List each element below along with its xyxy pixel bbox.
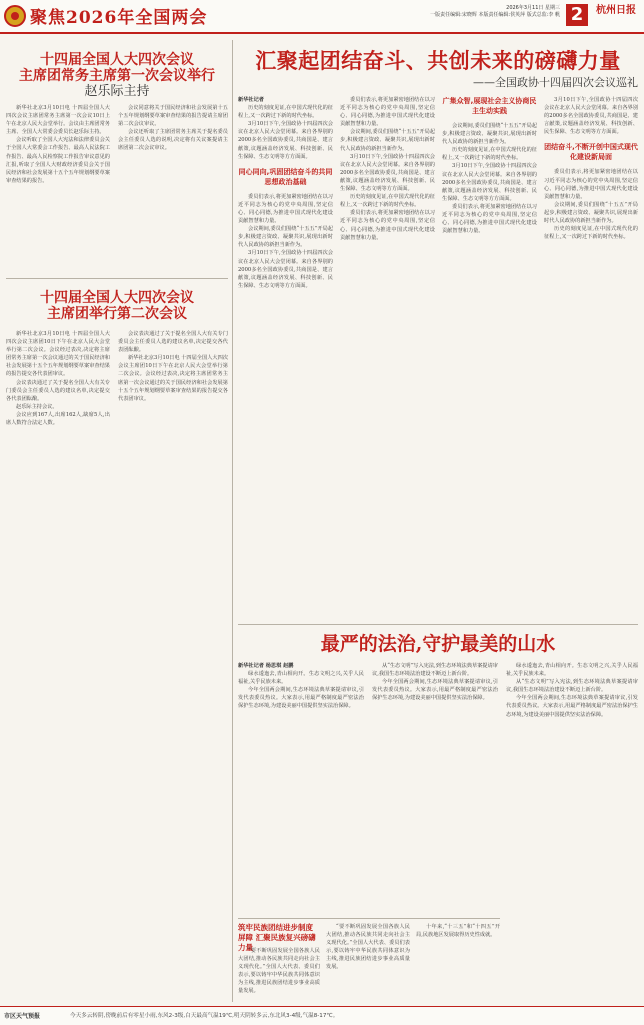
left-article-1-title-2: 主席团常务主席第一次会议举行 [19,68,215,84]
paragraph: 3月10日下午,全国政协十四届四次会议在北京人民大会堂闭幕。来自各界别的2000多名全国政协委员,共商国是、建言献策,议题涵盖经济发展、科技创新、民生保障、生态文明等方方面面。 [442,163,537,202]
sidebar-col-3 [416,923,500,1001]
divider [238,624,638,625]
sidebar-box [238,918,500,1003]
paragraph: 3月10日下午,全国政协十四届四次会议在北京人民大会堂闭幕。来自各界别的2000多名全国政协委员,共商国是、建言献策,议题涵盖经济发展、科技创新、民生保障、生态文明等方方面面。 [238,121,333,160]
edition-meta [390,5,560,19]
left-article-2-col-a [6,330,110,1002]
paragraph: 委员们表示,将更加紧密地团结在以习近平同志为核心的党中央周围,坚定信心、同心同德,为推进中国式现代化建设贡献智慧和力量。 [238,193,333,225]
main-article-col-2 [340,96,435,616]
paragraph: 会议期间,委员们围绕“十五五”开局起步,积极建言资政、凝聚共识,展现出新时代人民政协的新担当新作为。 [238,226,333,249]
paragraph: 3月10日下午,全国政协十四届四次会议在北京人民大会堂闭幕。来自各界别的2000多名全国政协委员,共商国是、建言献策,议题涵盖经济发展、科技创新、民生保障、生态文明等方方面面。 [340,153,435,193]
column-rule [232,40,233,1002]
weather-forecast: 今天多云转阴,傍晚前后有零星小雨,东风2-3级,白天最高气温19℃,明天阴转多云,东北风3-4级,气温8-17℃。 [70,1013,339,1019]
editor-line: 一版责任编辑:宋晓辉 本版责任编辑:侯英萍 版式总监:李 帆 [430,12,560,18]
bottom-article-col-1 [238,662,364,912]
page-number: 2 [566,4,588,26]
bottom-article-col-3 [506,662,638,998]
paragraph: 3月10日下午,全国政协十四届四次会议在北京人民大会堂闭幕。来自各界别的2000多名全国政协委员,共商国是、建言献策,议题涵盖经济发展、科技创新、民生保障、生态文明等方方面面。 [238,250,333,289]
page-header [0,0,644,34]
paragraph: 会议应到167人,出席162人,缺席5人,出席人数符合法定人数。 [6,411,110,427]
section-heading: 团结奋斗,不断开创中国式现代化建设新局面 [544,143,638,162]
left-article-2-title-2: 主席团举行第二次会议 [47,306,187,322]
paragraph: 历史的刻度见证,在中国式现代化的征程上,又一次跨过下新的时代坐标。 [340,194,435,209]
paragraph: 新华社北京3月10日电 十四届全国人大四次会议主席团10日下午在北京人民大会堂举行第二次会议。会议经过表决,决定将主席团常务主席第一次会议通过的关于国民经济和社会发展第十五个五年规划纲要草案审查结果的报告提交各代表团审议。 [6,331,110,378]
paragraph: 今年全国两会期间,生态环境法典草案提请审议,引发代表委员热议。大家表示,用最严格制度最严密法治保护生态环境,为建设美丽中国提供坚实法治保障。 [372,679,498,702]
sidebar-title-2: 屏障 汇聚民族复兴磅礴力量 [238,933,316,952]
byline: 新华社记者 [238,97,264,103]
paragraph: 历史的刻度见证,在中国式现代化的征程上,又一次跨过下新的时代坐标。 [238,105,333,120]
left-article-1-title-1: 十四届全国人大四次会议 [40,52,194,68]
paragraph: 历史的刻度见证,在中国式现代化的征程上,又一次跨过下新的时代坐标。 [544,226,638,241]
paragraph: “要不断巩固发展全国各族人民大团结,推动各民族共同走向社会主义现代化。”全国人大代表、委员们表示,要以铸牢中华民族共同体意识为主线,推进民族团结进步事业高质量发展。 [326,924,410,971]
paragraph: 新华社北京3月10日电 十四届全国人大四次会议主席团10日下午在北京人民大会堂举行第二次会议。会议经过表决,决定将主席团常务主席第一次会议通过的关于国民经济和社会发展第十五个五年规划纲要草案审查结果的报告提交各代表团审议。 [118,355,228,402]
paragraph: 今年全国两会期间,生态环境法典草案提请审议,引发代表委员热议。大家表示,用最严格制度最严密法治保护生态环境,为建设美丽中国提供坚实法治保障。 [238,687,364,710]
focus-title: 聚焦2026年全国两会 [30,8,208,28]
byline: 新华社记者 杨思琪 赵鹏 [238,663,294,669]
section-heading: 同心同向,巩固团结奋斗的共同思想政治基础 [238,167,333,186]
sidebar-col-2 [326,923,410,1001]
paragraph: 历史的刻度见证,在中国式现代化的征程上,又一次跨过下新的时代坐标。 [442,147,537,162]
main-article-subtitle: ——全国政协十四届四次会议巡礼 [473,76,638,89]
paragraph: 今年全国两会期间,生态环境法典草案提请审议,引发代表委员热议。大家表示,用最严格制度最严密法治保护生态环境,为建设美丽中国提供坚实法治保障。 [506,695,638,718]
paragraph: “要不断巩固发展全国各族人民大团结,推动各民族共同走向社会主义现代化。”全国人大代表、委员们表示,要以铸牢中华民族共同体意识为主线,推进民族团结进步事业高质量发展。 [238,948,320,995]
main-article-col-3 [442,96,537,616]
paragraph: 会议听取了全国人大宪法和法律委员会关于全国人大常委会工作报告、最高人民法院工作报告、最高人民检察院工作报告审议意见的汇报,听取了全国人大财政经济委员会关于国民经济和社会发展第十五个五年规划纲要草案审查结果的报告。 [6,137,110,184]
bottom-article-title: 最严的法治,守护最美的山水 [320,633,556,655]
sidebar-col-1 [238,947,320,1001]
left-article-1 [6,52,228,100]
paragraph: 从“生态文明”写入宪法,到生态环境法典草案提请审议,我国生态环境法治建设不断迈上新台阶。 [506,679,638,694]
divider [6,278,228,279]
paragraph: 会议同意将关于国民经济和社会发展第十五个五年规划纲要草案审查结果的报告提请主席团第二次会议审议。 [118,105,228,128]
left-article-2 [6,290,228,322]
weather-label: 市区天气预报 [4,1013,41,1020]
paragraph: 委员们表示,将更加紧密地团结在以习近平同志为核心的党中央周围,坚定信心、同心同德,为推进中国式现代化建设贡献智慧和力量。 [340,210,435,241]
paragraph: 委员们表示,将更加紧密地团结在以习近平同志为核心的党中央周围,坚定信心、同心同德,为推进中国式现代化建设贡献智慧和力量。 [442,203,537,235]
left-article-1-col-b [118,104,228,272]
paragraph: 会议期间,委员们围绕“十五五”开局起步,积极建言资政、凝聚共识,展现出新时代人民政协的新担当新作为。 [544,201,638,225]
section-heading: 广集众智,展现社会主义协商民主生动实践 [442,97,537,115]
paragraph: 会议期间,委员们围绕“十五五”开局起步,积极建言资政、凝聚共识,展现出新时代人民政协的新担当新作为。 [340,129,435,152]
main-article-title: 汇聚起团结奋斗、共创未来的磅礴力量 [255,48,621,73]
date-line: 2026年3月11日 星期三 [506,5,560,11]
emblem-icon [4,5,26,27]
paragraph: 绿水逶迤去,青山相向开。生态文明之兴,关乎人民福祉,关乎民族未来。 [238,671,364,686]
paragraph: 会议还听取了主席团常务主席关于提名委员会主任委员人选的说明,决定将有关议案提请主席团第二次会议审议。 [118,129,228,152]
main-article-col-1 [238,96,333,616]
paragraph: 绿水逶迤去,青山相向开。生态文明之兴,关乎人民福祉,关乎民族未来。 [506,663,638,678]
paragraph: 会议期间,委员们围绕“十五五”开局起步,积极建言资政、凝聚共识,展现出新时代人民政协的新担当新作为。 [442,123,537,146]
paragraph: 会议表决通过了关于提名全国人大有关专门委员会主任委员人选的建议名单,决定提交各代表团酝酿。 [118,331,228,354]
paragraph: 十年来,“十三五”和“十四五”开局,民族地区发展取得历史性成就。 [416,924,500,939]
paragraph: 委员们表示,将更加紧密地团结在以习近平同志为核心的党中央周围,坚定信心、同心同德,为推进中国式现代化建设贡献智慧和力量。 [340,97,435,128]
main-article-col-4 [544,96,638,616]
paragraph: 从“生态文明”写入宪法,到生态环境法典草案提请审议,我国生态环境法治建设不断迈上新台阶。 [372,663,498,678]
page-footer [0,1006,644,1025]
left-article-1-subtitle: 赵乐际主持 [84,84,150,99]
left-article-1-col-a [6,104,110,272]
newspaper-brand: 杭州日报 [596,5,636,16]
bottom-article-col-2 [372,662,498,912]
left-article-2-title-1: 十四届全国人大四次会议 [40,290,194,306]
left-article-2-col-b [118,330,228,1002]
paragraph: 赵乐际主持会议。 [16,403,58,410]
sidebar-title-1: 筑牢民族团结进步制度 [238,923,313,932]
paragraph: 会议表决通过了关于提名全国人大有关专门委员会主任委员人选的建议名单,决定提交各代表团酝酿。 [6,379,110,402]
paragraph: 新华社北京3月10日电 十四届全国人大四次会议主席团常务主席第一次会议10日上午在北京人民大会堂举行。会议由主席团常务主席、全国人大常委会委员长赵乐际主持。 [6,105,110,136]
paragraph: 委员们表示,将更加紧密地团结在以习近平同志为核心的党中央周围,坚定信心、同心同德,为推进中国式现代化建设贡献智慧和力量。 [544,169,638,200]
paragraph: 3月10日下午,全国政协十四届四次会议在北京人民大会堂闭幕。来自各界别的2000多名全国政协委员,共商国是、建言献策,议题涵盖经济发展、科技创新、民生保障、生态文明等方方面面。 [544,97,638,136]
